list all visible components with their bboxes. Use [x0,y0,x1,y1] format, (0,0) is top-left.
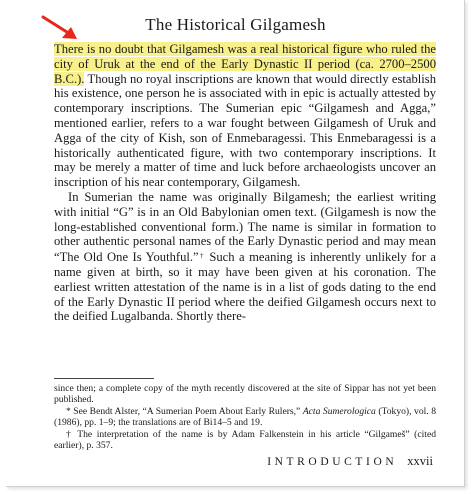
footnote-rule [54,378,154,379]
page-title: The Historical Gilgamesh [145,15,326,34]
highlighted-sentence: There is no doubt that Gilgamesh was a real historical figure who ruled the city of Uruk at the end of the Early Dynastic II period (ca. 2700–2500 B.C.). [54,42,436,86]
page-number: xxvii [407,454,433,468]
paragraph-1 [54,42,436,190]
footnote-continuation: since then; a complete copy of the myth recently discovered at the site of Sippar has not yet been published. [54,383,436,406]
body-text [54,42,436,324]
footnote-star [54,406,436,429]
footnote-marker-dagger: † [198,252,205,261]
footnote-star-rest: (Tokyo), vol. 8 (1986), pp. 1–9; the translations are of Bi14–5 and 19. [54,405,436,429]
page-footer [267,454,433,469]
paragraph-1-rest: Though no royal inscriptions are known that would directly establish his existence, one person he is associated with in epic is actually attested by contemporary inscriptions. The Sumerian epic “Gilgamesh and Agga,” mentioned earlier, refers to a war fought between Gilgamesh of Uruk and Agga of the city of Kish, son of Enmebaragessi. This Enmebaragessi is a historically authenticated figure, with two contemporary inscriptions. It may be merely a matter of time and luck before archaeologists uncover an inscription of his near contemporary, Gilgamesh. [54,71,436,190]
running-head: INTRODUCTION [267,456,398,468]
footnote-star-journal: Acta Sumerologica [302,405,376,417]
paragraph-2-text-after: Such a meaning is inherently unlikely for a name given at birth, so it may have been given at his coronation. The earliest written attestation of the name is in a list of gods dating to the end of the Early Dynastic II period where the deified Gilgamesh occurs next to the deified Lugalbanda. Shortly there- [54,250,437,324]
paragraph-2 [54,190,436,324]
footnotes [54,378,436,451]
paragraph-2-text: In Sumerian the name was originally Bilgamesh; the earliest writing with initial “G” is in an Old Babylonian omen text. (Gilgamesh is now the long-established conventional form.) The name is similar in formation to other authentic personal names of the Early Dynastic period and may mean “The Old One Is Youthful.” [54,189,436,265]
footnote-dagger: † The interpretation of the name is by Adam Falkenstein in his article “Gilgameš” (cited earlier), p. 357. [54,428,436,452]
footnote-star-text: * See Bendt Alster, “A Sumerian Poem About Early Rulers,” [66,405,301,417]
